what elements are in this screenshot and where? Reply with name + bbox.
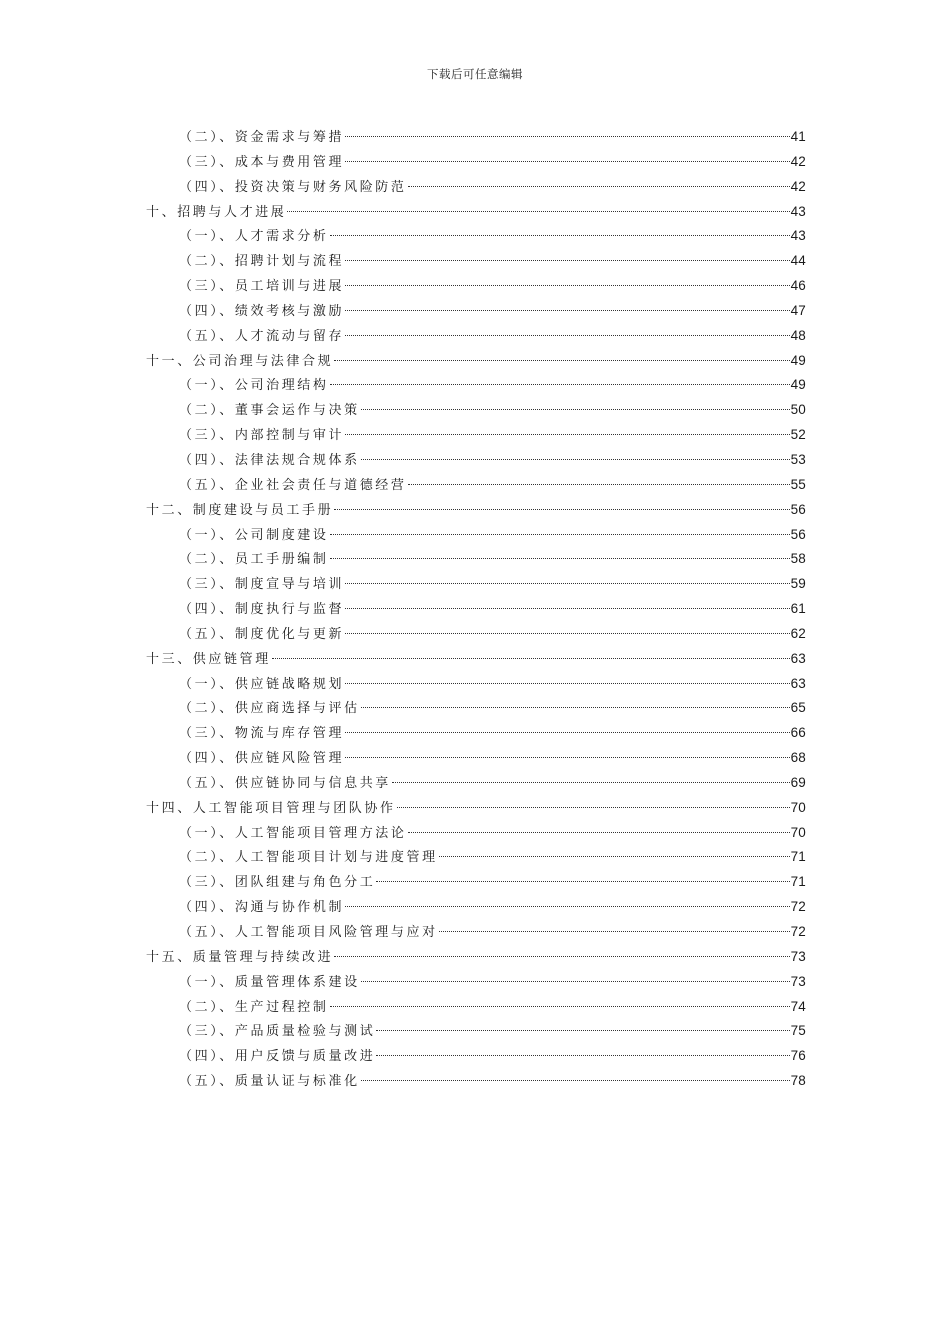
toc-dot-leader bbox=[439, 930, 790, 932]
toc-page-number: 72 bbox=[790, 899, 806, 915]
toc-entry-title: （五）、质量认证与标准化 bbox=[179, 1074, 360, 1090]
toc-dot-leader bbox=[345, 582, 789, 584]
toc-section-entry[interactable] bbox=[146, 473, 806, 498]
toc-section-entry[interactable] bbox=[146, 995, 806, 1020]
toc-dot-leader bbox=[361, 408, 790, 410]
toc-section-entry[interactable] bbox=[146, 1069, 806, 1094]
toc-dot-leader bbox=[397, 806, 790, 808]
toc-page-number: 53 bbox=[790, 451, 806, 467]
toc-entry-title: （四）、供应链风险管理 bbox=[179, 751, 345, 767]
toc-page-number: 62 bbox=[790, 625, 806, 641]
toc-chapter-entry[interactable] bbox=[146, 349, 806, 374]
toc-entry-title: （四）、制度执行与监督 bbox=[179, 602, 345, 618]
toc-entry-title: 十四、人工智能项目管理与团队协作 bbox=[146, 800, 396, 816]
toc-entry-title: （五）、人工智能项目风险管理与应对 bbox=[179, 925, 438, 940]
toc-page-number: 47 bbox=[790, 302, 806, 318]
toc-page-number: 48 bbox=[790, 327, 806, 343]
toc-section-entry[interactable] bbox=[146, 175, 806, 200]
toc-entry-title: （四）、投资决策与财务风险防范 bbox=[179, 179, 407, 195]
toc-dot-leader bbox=[287, 210, 789, 212]
toc-entry-title: （三）、物流与库存管理 bbox=[179, 726, 345, 742]
toc-entry-title: （三）、产品质量检验与测试 bbox=[179, 1024, 376, 1040]
toc-dot-leader bbox=[334, 955, 789, 957]
toc-entry-title: （五）、供应链协同与信息共享 bbox=[179, 775, 391, 791]
toc-section-entry[interactable] bbox=[146, 299, 806, 324]
toc-section-entry[interactable] bbox=[146, 746, 806, 771]
toc-section-entry[interactable] bbox=[146, 920, 806, 945]
toc-entry-title: （一）、质量管理体系建设 bbox=[179, 974, 360, 990]
toc-section-entry[interactable] bbox=[146, 373, 806, 398]
toc-dot-leader bbox=[330, 383, 790, 385]
toc-page-number: 42 bbox=[790, 178, 806, 194]
toc-entry-title: 十一、公司治理与法律合规 bbox=[146, 353, 334, 369]
toc-entry-title: （二）、生产过程控制 bbox=[179, 999, 329, 1015]
toc-entry-title: （五）、人才流动与留存 bbox=[179, 328, 345, 344]
toc-page-number: 73 bbox=[790, 948, 806, 964]
toc-section-entry[interactable] bbox=[146, 672, 806, 697]
toc-page-number: 75 bbox=[790, 1023, 806, 1039]
toc-page-number: 44 bbox=[790, 253, 806, 269]
toc-entry-title: （四）、绩效考核与激励 bbox=[179, 303, 345, 319]
toc-entry-title: 十五、质量管理与持续改进 bbox=[146, 949, 334, 965]
toc-chapter-entry[interactable] bbox=[146, 200, 806, 225]
toc-page-number: 71 bbox=[790, 849, 806, 865]
toc-dot-leader bbox=[361, 1079, 790, 1081]
toc-entry-title: （四）、用户反馈与质量改进 bbox=[179, 1049, 376, 1065]
toc-section-entry[interactable] bbox=[146, 423, 806, 448]
toc-page-number: 52 bbox=[790, 427, 806, 443]
toc-page-number: 41 bbox=[790, 129, 806, 144]
toc-section-entry[interactable] bbox=[146, 597, 806, 622]
toc-dot-leader bbox=[334, 508, 789, 510]
toc-page-number: 56 bbox=[790, 501, 806, 517]
toc-entry-title: （二）、招聘计划与流程 bbox=[179, 254, 345, 270]
toc-dot-leader bbox=[345, 259, 789, 261]
toc-dot-leader bbox=[408, 483, 790, 485]
toc-entry-title: （三）、成本与费用管理 bbox=[179, 154, 345, 170]
toc-entry-title: （二）、供应商选择与评估 bbox=[179, 701, 360, 717]
toc-dot-leader bbox=[408, 185, 790, 187]
toc-section-entry[interactable] bbox=[146, 274, 806, 299]
toc-dot-leader bbox=[361, 706, 790, 708]
toc-page-number: 70 bbox=[790, 824, 806, 840]
toc-page-number: 49 bbox=[790, 377, 806, 393]
toc-section-entry[interactable] bbox=[146, 324, 806, 349]
toc-dot-leader bbox=[345, 135, 789, 137]
toc-entry-title: 十三、供应链管理 bbox=[146, 651, 271, 667]
toc-entry-title: （三）、制度宣导与培训 bbox=[179, 577, 345, 593]
toc-dot-leader bbox=[330, 234, 790, 236]
toc-page-number: 55 bbox=[790, 476, 806, 492]
toc-dot-leader bbox=[376, 1029, 789, 1031]
toc-page-number: 58 bbox=[790, 551, 806, 567]
toc-page-number: 73 bbox=[790, 973, 806, 989]
toc-section-entry[interactable] bbox=[146, 845, 806, 870]
toc-page-number: 43 bbox=[790, 228, 806, 244]
toc-page-number: 43 bbox=[790, 203, 806, 219]
toc-page-number: 59 bbox=[790, 576, 806, 592]
toc-section-entry[interactable] bbox=[146, 224, 806, 249]
toc-page-number: 69 bbox=[790, 774, 806, 790]
toc-section-entry[interactable] bbox=[146, 398, 806, 423]
toc-page-number: 63 bbox=[790, 675, 806, 691]
toc-dot-leader bbox=[330, 557, 790, 559]
toc-dot-leader bbox=[361, 980, 790, 982]
toc-entry-title: （三）、员工培训与进展 bbox=[179, 279, 345, 295]
page-header: 下载后可任意编辑 bbox=[427, 67, 523, 81]
toc-dot-leader bbox=[408, 831, 790, 833]
toc-page-number: 65 bbox=[790, 700, 806, 716]
toc-dot-leader bbox=[392, 781, 790, 783]
toc-entry-title: （二）、资金需求与筹措 bbox=[179, 130, 345, 145]
toc-section-entry[interactable] bbox=[146, 572, 806, 597]
toc-section-entry[interactable] bbox=[146, 523, 806, 548]
toc-entry-title: （二）、董事会运作与决策 bbox=[179, 403, 360, 419]
toc-page-number: 50 bbox=[790, 402, 806, 418]
toc-section-entry[interactable] bbox=[146, 696, 806, 721]
toc-section-entry[interactable] bbox=[146, 622, 806, 647]
toc-page-number: 70 bbox=[790, 799, 806, 815]
toc-chapter-entry[interactable] bbox=[146, 498, 806, 523]
toc-entry-title: （一）、公司制度建设 bbox=[179, 527, 329, 543]
toc-section-entry[interactable] bbox=[146, 721, 806, 746]
toc-entry-title: （一）、人才需求分析 bbox=[179, 229, 329, 245]
toc-page-number: 76 bbox=[790, 1048, 806, 1064]
toc-section-entry[interactable] bbox=[146, 150, 806, 175]
toc-section-entry[interactable] bbox=[146, 870, 806, 895]
toc-chapter-entry[interactable] bbox=[146, 796, 806, 821]
toc-dot-leader bbox=[345, 284, 789, 286]
toc-section-entry[interactable] bbox=[146, 970, 806, 995]
toc-entry-title: （一）、供应链战略规划 bbox=[179, 676, 345, 692]
toc-dot-leader bbox=[330, 533, 790, 535]
toc-dot-leader bbox=[345, 632, 789, 634]
toc-page-number: 74 bbox=[790, 998, 806, 1014]
toc-chapter-entry[interactable] bbox=[146, 945, 806, 970]
toc-section-entry[interactable] bbox=[146, 895, 806, 920]
toc-page-number: 78 bbox=[790, 1073, 806, 1089]
table-of-contents bbox=[146, 125, 806, 1094]
toc-page-number: 72 bbox=[790, 924, 806, 939]
toc-entry-title: （三）、内部控制与审计 bbox=[179, 428, 345, 444]
toc-section-entry[interactable] bbox=[146, 1044, 806, 1069]
toc-dot-leader bbox=[272, 657, 790, 659]
toc-page-number: 71 bbox=[790, 874, 806, 890]
toc-page-number: 49 bbox=[790, 352, 806, 368]
toc-page-number: 56 bbox=[790, 526, 806, 542]
toc-dot-leader bbox=[345, 731, 789, 733]
toc-section-entry[interactable] bbox=[146, 547, 806, 572]
toc-dot-leader bbox=[345, 433, 789, 435]
toc-dot-leader bbox=[439, 855, 790, 857]
toc-entry-title: （五）、企业社会责任与道德经营 bbox=[179, 477, 407, 493]
toc-page-number: 66 bbox=[790, 725, 806, 741]
toc-entry-title: （二）、人工智能项目计划与进度管理 bbox=[179, 850, 438, 866]
toc-page-number: 61 bbox=[790, 601, 806, 617]
toc-section-entry[interactable] bbox=[146, 125, 806, 150]
toc-dot-leader bbox=[361, 458, 790, 460]
toc-entry-title: （五）、制度优化与更新 bbox=[179, 626, 345, 642]
toc-section-entry[interactable] bbox=[146, 448, 806, 473]
toc-dot-leader bbox=[345, 334, 789, 336]
toc-chapter-entry[interactable] bbox=[146, 647, 806, 672]
toc-dot-leader bbox=[330, 1005, 790, 1007]
toc-dot-leader bbox=[376, 880, 789, 882]
toc-entry-title: （三）、团队组建与角色分工 bbox=[179, 875, 376, 891]
toc-dot-leader bbox=[345, 607, 789, 609]
toc-page-number: 63 bbox=[790, 650, 806, 666]
toc-dot-leader bbox=[345, 756, 789, 758]
toc-entry-title: （一）、公司治理结构 bbox=[179, 378, 329, 394]
toc-section-entry[interactable] bbox=[146, 1019, 806, 1044]
toc-dot-leader bbox=[345, 905, 789, 907]
toc-page-number: 42 bbox=[790, 153, 806, 169]
toc-page-number: 46 bbox=[790, 278, 806, 294]
toc-page-number: 68 bbox=[790, 750, 806, 766]
toc-dot-leader bbox=[345, 682, 789, 684]
toc-dot-leader bbox=[376, 1054, 789, 1056]
toc-entry-title: （二）、员工手册编制 bbox=[179, 552, 329, 568]
toc-section-entry[interactable] bbox=[146, 249, 806, 274]
toc-section-entry[interactable] bbox=[146, 771, 806, 796]
toc-entry-title: （四）、法律法规合规体系 bbox=[179, 452, 360, 468]
toc-section-entry[interactable] bbox=[146, 821, 806, 846]
toc-entry-title: （一）、人工智能项目管理方法论 bbox=[179, 825, 407, 841]
toc-entry-title: 十二、制度建设与员工手册 bbox=[146, 502, 334, 518]
toc-dot-leader bbox=[345, 160, 789, 162]
toc-entry-title: 十、招聘与人才进展 bbox=[146, 204, 287, 220]
toc-dot-leader bbox=[334, 359, 789, 361]
toc-entry-title: （四）、沟通与协作机制 bbox=[179, 900, 345, 916]
toc-dot-leader bbox=[345, 309, 789, 311]
